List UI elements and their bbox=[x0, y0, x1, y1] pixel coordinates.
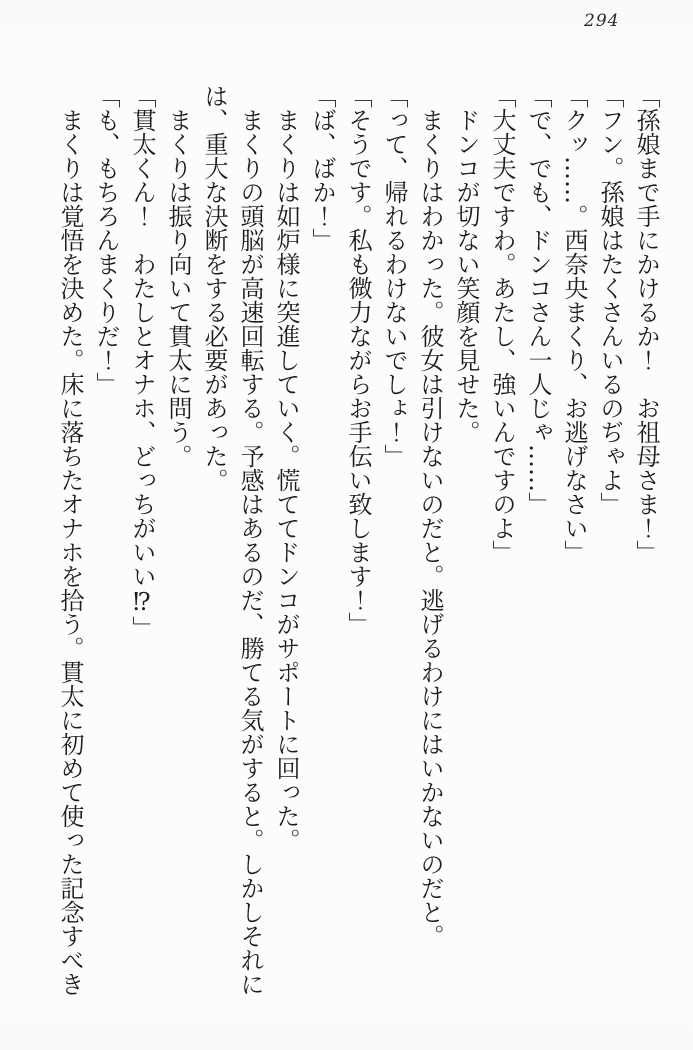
narrative-line: まくりは振り向いて貫太に問う。 bbox=[164, 84, 192, 468]
dialogue-line: 「フン。孫娘はたくさんいるのぢゃよ」 bbox=[596, 84, 624, 516]
dialogue-line: 「って、帰れるわけないでしょ！」 bbox=[380, 84, 408, 468]
dialogue-line: 「大丈夫ですわ。あたし、強いんですのよ」 bbox=[488, 84, 516, 564]
dialogue-line: 「クッ……。西奈央まくり、お逃げなさい」 bbox=[560, 84, 588, 564]
dialogue-line: 「ば、ばか！」 bbox=[308, 84, 336, 252]
dialogue-line: 「そうです。私も微力ながらお手伝い致します！」 bbox=[344, 84, 372, 636]
narrative-line: まくりの頭脳が高速回転する。予感はあるのだ、勝てる気がすると。しかしそれには、重大な決断をする必要があった。 bbox=[200, 84, 264, 996]
page-number: 294 bbox=[584, 11, 620, 31]
vertical-text-block bbox=[52, 84, 664, 1004]
narrative-line: ドンコが切ない笑顔を見せた。 bbox=[452, 84, 480, 444]
narrative-line: まくりは覚悟を決めた。床に落ちたオナホを拾う。貫太に初めて使った記念すべき bbox=[56, 84, 84, 996]
dialogue-line: 「も、もちろんまくりだ！」 bbox=[92, 84, 120, 396]
narrative-line: まくりは如炉様に突進していく。慌ててドンコがサポートに回った。 bbox=[272, 84, 300, 852]
dialogue-line: 「孫娘まで手にかけるか！ お祖母さま！」 bbox=[632, 84, 660, 564]
dialogue-line: 「貫太くん！ わたしとオナホ、どっちがいい⁉」 bbox=[128, 84, 156, 640]
narrative-line: まくりはわかった。彼女は引けないのだと。逃げるわけにはいかないのだと。 bbox=[416, 84, 444, 948]
dialogue-line: 「で、でも、ドンコさん一人じゃ……」 bbox=[524, 84, 552, 516]
